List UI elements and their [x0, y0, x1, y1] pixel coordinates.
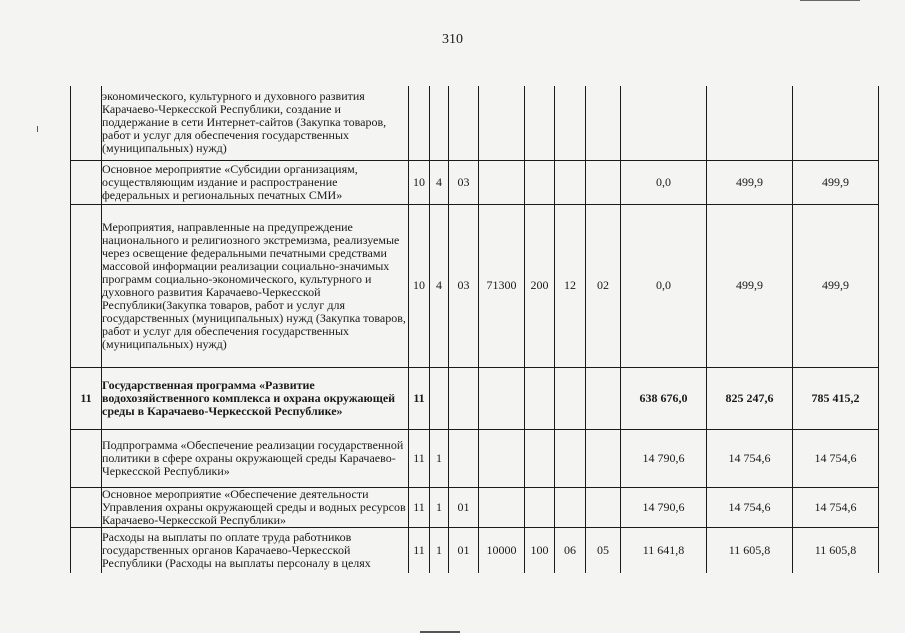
code-subsection: 02 [586, 204, 621, 367]
table-row [71, 429, 879, 487]
amount-year-2: 14 754,6 [707, 487, 793, 527]
code-subsection [586, 86, 621, 160]
row-number [71, 487, 102, 527]
code-subprogram: 1 [430, 487, 449, 527]
amount-year-1: 0,0 [621, 204, 707, 367]
table-row [71, 367, 879, 429]
code-subprogram: 4 [430, 160, 449, 204]
amount-year-3: 14 754,6 [793, 487, 879, 527]
table-row [71, 160, 879, 204]
row-number [71, 204, 102, 367]
table-row [71, 204, 879, 367]
code-section: 11 [409, 487, 430, 527]
code-measure [449, 429, 479, 487]
code-direction [479, 429, 525, 487]
row-description: Государственная программа «Развитие водохозяйственного комплекса и охрана окружающей среды в Карачаево-Черкесской Республике» [102, 367, 409, 429]
code-chapter: 12 [555, 204, 586, 367]
code-section: 11 [409, 527, 430, 573]
row-number [71, 86, 102, 160]
code-section: 10 [409, 160, 430, 204]
budget-table-body [71, 86, 879, 573]
row-number: 11 [71, 367, 102, 429]
row-description: экономического, культурного и духовного развития Карачаево-Черкесской Республики, создание и поддержание в сети Интернет-сайтов (Закупка товаров, работ и услуг для обеспечения государственных (муниципальных) нужд) [102, 86, 409, 160]
code-chapter [555, 487, 586, 527]
code-chapter [555, 429, 586, 487]
amount-year-2: 499,9 [707, 160, 793, 204]
code-section: 10 [409, 204, 430, 367]
code-measure [449, 367, 479, 429]
code-subsection: 05 [586, 527, 621, 573]
code-expense-type [525, 429, 555, 487]
amount-year-1: 14 790,6 [621, 487, 707, 527]
code-subprogram: 1 [430, 527, 449, 573]
amount-year-1: 638 676,0 [621, 367, 707, 429]
code-expense-type [525, 86, 555, 160]
code-section: 11 [409, 367, 430, 429]
scan-edge-mark [800, 0, 860, 1]
code-measure: 01 [449, 487, 479, 527]
code-direction [479, 160, 525, 204]
row-number [71, 160, 102, 204]
code-measure: 03 [449, 204, 479, 367]
code-subprogram: 4 [430, 204, 449, 367]
code-expense-type: 100 [525, 527, 555, 573]
row-description: Подпрограмма «Обеспечение реализации государственной политики в сфере охраны окружающей среды Карачаево-Черкесской Республики» [102, 429, 409, 487]
code-measure [449, 86, 479, 160]
amount-year-3 [793, 86, 879, 160]
code-direction: 71300 [479, 204, 525, 367]
amount-year-1: 0,0 [621, 160, 707, 204]
row-description: Расходы на выплаты по оплате труда работников государственных органов Карачаево-Черкесской Республики (Расходы на выплаты персоналу в целях [102, 527, 409, 573]
amount-year-3: 785 415,2 [793, 367, 879, 429]
row-number [71, 527, 102, 573]
code-chapter [555, 367, 586, 429]
amount-year-1: 14 790,6 [621, 429, 707, 487]
code-subsection [586, 160, 621, 204]
code-subsection [586, 487, 621, 527]
budget-table [70, 86, 879, 573]
amount-year-1 [621, 86, 707, 160]
code-measure: 01 [449, 527, 479, 573]
amount-year-3: 14 754,6 [793, 429, 879, 487]
code-direction [479, 367, 525, 429]
code-direction: 10000 [479, 527, 525, 573]
scan-margin-tick [37, 126, 38, 132]
table-row [71, 86, 879, 160]
row-description: Мероприятия, направленные на предупреждение национального и религиозного экстремизма, реализуемые через освещение федеральными печатными средствами массовой информации реализации социально-значимых программ социально-экономического, культурного и духовного развития Карачаево-Черкесской Республики(Закупка товаров, работ и услуг для государственных (муниципальных) нужд (Закупка товаров, работ и услуг для обеспечения государственных (муниципальных) нужд) [102, 204, 409, 367]
code-subprogram: 1 [430, 429, 449, 487]
amount-year-2: 825 247,6 [707, 367, 793, 429]
amount-year-2 [707, 86, 793, 160]
code-section: 11 [409, 429, 430, 487]
code-chapter [555, 160, 586, 204]
page-number: 310 [442, 32, 463, 47]
code-expense-type [525, 367, 555, 429]
amount-year-3: 499,9 [793, 160, 879, 204]
amount-year-1: 11 641,8 [621, 527, 707, 573]
code-expense-type [525, 487, 555, 527]
code-expense-type [525, 160, 555, 204]
row-description: Основное мероприятие «Обеспечение деятельности Управления охраны окружающей среды и водных ресурсов Карачаево-Черкесской Республики» [102, 487, 409, 527]
amount-year-2: 11 605,8 [707, 527, 793, 573]
code-measure: 03 [449, 160, 479, 204]
amount-year-3: 11 605,8 [793, 527, 879, 573]
amount-year-3: 499,9 [793, 204, 879, 367]
code-subsection [586, 367, 621, 429]
code-expense-type: 200 [525, 204, 555, 367]
code-direction [479, 86, 525, 160]
code-subsection [586, 429, 621, 487]
code-section [409, 86, 430, 160]
code-chapter [555, 86, 586, 160]
amount-year-2: 14 754,6 [707, 429, 793, 487]
table-row [71, 487, 879, 527]
amount-year-2: 499,9 [707, 204, 793, 367]
row-description: Основное мероприятие «Субсидии организациям, осуществляющим издание и распространение федеральных и региональных печатных СМИ» [102, 160, 409, 204]
row-number [71, 429, 102, 487]
code-subprogram [430, 367, 449, 429]
code-subprogram [430, 86, 449, 160]
table-row [71, 527, 879, 573]
code-direction [479, 487, 525, 527]
code-chapter: 06 [555, 527, 586, 573]
